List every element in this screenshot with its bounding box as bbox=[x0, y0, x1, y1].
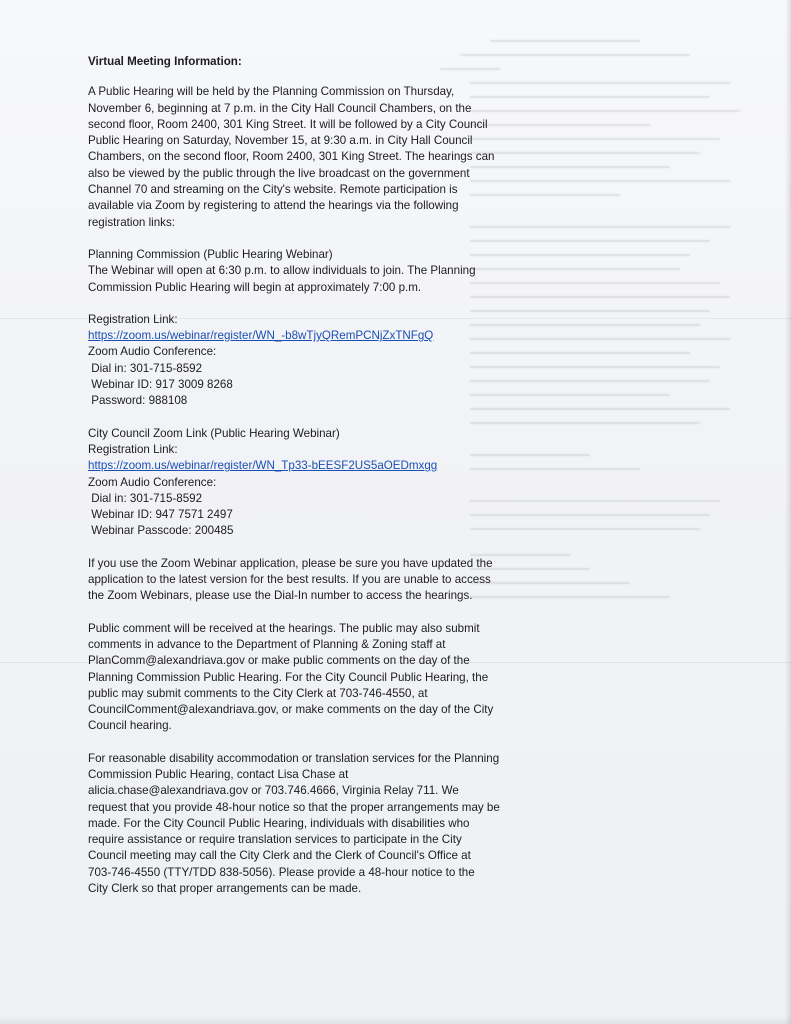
planning-registration-link[interactable]: https://zoom.us/webinar/register/WN_-b8wTjyQRemPCNjZxTNFgQ bbox=[88, 329, 434, 343]
text-line: Chambers, on the second floor, Room 2400, 301 King Street. The hearings can bbox=[88, 150, 495, 164]
text-line: 703-746-4550 (TTY/TDD 838-5056). Please provide a 48-hour notice to the bbox=[88, 865, 475, 879]
text-line: The Webinar will open at 6:30 p.m. to allow individuals to join. The Planning bbox=[88, 264, 476, 278]
text-line: CouncilComment@alexandriava.gov, or make comments on the day of the City bbox=[88, 703, 494, 717]
text-line: made. For the City Council Public Hearing, individuals with disabilities who bbox=[88, 816, 470, 830]
zoom-app-paragraph bbox=[88, 556, 538, 605]
text-line: A Public Hearing will be held by the Planning Commission on Thursday, bbox=[88, 85, 455, 99]
page-edge-shadow bbox=[0, 1016, 791, 1024]
intro-paragraph bbox=[88, 84, 538, 231]
webinar-id: Webinar ID: 917 3009 8268 bbox=[88, 378, 233, 392]
page-edge-shadow bbox=[785, 0, 791, 1024]
text-line: Commission Public Hearing, contact Lisa Chase at bbox=[88, 767, 349, 781]
text-line: Public Hearing on Saturday, November 15, at 9:30 a.m. in City Hall Council bbox=[88, 134, 473, 148]
text-line: public may submit comments to the City Clerk at 703-746-4550, at bbox=[88, 686, 428, 700]
city-council-section bbox=[88, 426, 538, 540]
text-line: For reasonable disability accommodation or translation services for the Planning bbox=[88, 751, 500, 765]
text-line: PlanComm@alexandriava.gov or make public comments on the day of the bbox=[88, 654, 470, 668]
council-registration-link[interactable]: https://zoom.us/webinar/register/WN_Tp33-bEESF2US5aOEDmxgg bbox=[88, 459, 438, 473]
text-line: Channel 70 and streaming on the City's website. Remote participation is bbox=[88, 183, 458, 197]
text-line: registration links: bbox=[88, 215, 175, 229]
dial-in-number: Dial in: 301-715-8592 bbox=[88, 491, 203, 505]
text-line: comments in advance to the Department of Planning & Zoning staff at bbox=[88, 637, 446, 651]
text-line: also be viewed by the public through the live broadcast on the government bbox=[88, 166, 470, 180]
public-comment-paragraph bbox=[88, 621, 538, 735]
audio-conference-label: Zoom Audio Conference: bbox=[88, 345, 217, 359]
registration-label: Registration Link: bbox=[88, 312, 178, 326]
text-line: Public comment will be received at the hearings. The public may also submit bbox=[88, 621, 480, 635]
text-line: Commission Public Hearing will begin at approximately 7:00 p.m. bbox=[88, 280, 422, 294]
planning-commission-section bbox=[88, 247, 538, 296]
accommodation-paragraph bbox=[88, 751, 538, 898]
registration-label: Registration Link: bbox=[88, 442, 178, 456]
council-title: City Council Zoom Link (Public Hearing Webinar) bbox=[88, 426, 340, 440]
document-body bbox=[88, 54, 538, 913]
text-line: the Zoom Webinars, please use the Dial-In number to access the hearings. bbox=[88, 589, 473, 603]
text-line: Planning Commission Public Hearing. For the City Council Public Hearing, the bbox=[88, 670, 489, 684]
text-line: available via Zoom by registering to attend the hearings via the following bbox=[88, 199, 459, 213]
section-heading: Virtual Meeting Information: bbox=[88, 55, 242, 68]
webinar-passcode: Webinar Passcode: 200485 bbox=[88, 524, 234, 538]
text-line: Council hearing. bbox=[88, 719, 172, 733]
webinar-password: Password: 988108 bbox=[88, 394, 188, 408]
text-line: alicia.chase@alexandriava.gov or 703.746.4666, Virginia Relay 711. We bbox=[88, 784, 459, 798]
text-line: City Clerk so that proper arrangements can be made. bbox=[88, 882, 362, 896]
dial-in-number: Dial in: 301-715-8592 bbox=[88, 361, 203, 375]
planning-title: Planning Commission (Public Hearing Webinar) bbox=[88, 247, 333, 261]
webinar-id: Webinar ID: 947 7571 2497 bbox=[88, 508, 233, 522]
text-line: require assistance or require translation services to participate in the City bbox=[88, 833, 462, 847]
text-line: request that you provide 48-hour notice so that the proper arrangements may be bbox=[88, 800, 500, 814]
text-line: application to the latest version for the best results. If you are unable to access bbox=[88, 573, 491, 587]
text-line: November 6, beginning at 7 p.m. in the City Hall Council Chambers, on the bbox=[88, 101, 472, 115]
audio-conference-label: Zoom Audio Conference: bbox=[88, 475, 217, 489]
text-line: If you use the Zoom Webinar application, please be sure you have updated the bbox=[88, 556, 493, 570]
text-line: second floor, Room 2400, 301 King Street. It will be followed by a City Council bbox=[88, 117, 488, 131]
planning-registration-block bbox=[88, 312, 538, 410]
text-line: Council meeting may call the City Clerk and the Clerk of Council's Office at bbox=[88, 849, 471, 863]
